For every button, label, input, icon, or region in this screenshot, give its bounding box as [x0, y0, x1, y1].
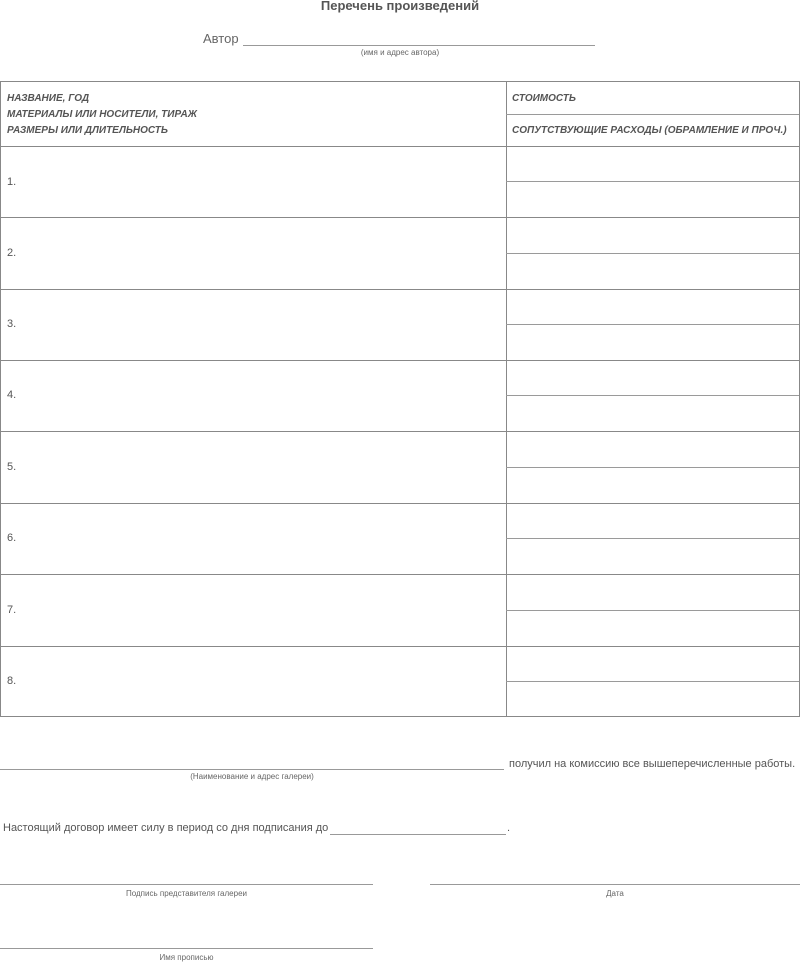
row-divider — [1, 146, 799, 147]
row-number: 7. — [7, 604, 17, 616]
row-divider — [1, 574, 799, 575]
header-title-year: НАЗВАНИЕ, ГОД — [7, 93, 90, 104]
row-number: 6. — [7, 532, 17, 544]
column-divider — [506, 82, 507, 716]
author-label: Автор — [203, 31, 239, 46]
gallery-hint: (Наименование и адрес галереи) — [190, 772, 314, 781]
header-materials: МАТЕРИАЛЫ ИЛИ НОСИТЕЛИ, ТИРАЖ — [7, 109, 197, 120]
cost-field-divider — [506, 253, 799, 254]
gallery-field[interactable] — [0, 758, 504, 770]
cost-field-divider — [506, 538, 799, 539]
row-number: 1. — [7, 176, 17, 188]
cost-field-divider — [506, 395, 799, 396]
cost-field-divider — [506, 681, 799, 682]
cost-field-divider — [506, 610, 799, 611]
contract-text: Настоящий договор имеет силу в период со дня подписания до — [3, 822, 329, 834]
signature-hint: Подпись представителя галереи — [125, 889, 247, 898]
row-number: 8. — [7, 675, 17, 687]
name-hint: Имя прописью — [159, 953, 214, 962]
row-divider — [1, 431, 799, 432]
page-title: Перечень произведений — [320, 0, 480, 13]
received-text: получил на комиссию все вышеперечисленные работы. — [509, 758, 796, 770]
row-number: 2. — [7, 247, 17, 259]
signature-field[interactable] — [0, 872, 373, 885]
header-dimensions: РАЗМЕРЫ ИЛИ ДЛИТЕЛЬНОСТЬ — [7, 125, 168, 136]
row-number: 5. — [7, 461, 17, 473]
works-table — [0, 81, 800, 717]
date-field[interactable] — [430, 872, 800, 885]
row-divider — [1, 360, 799, 361]
name-field[interactable] — [0, 936, 373, 949]
cost-field-divider — [506, 467, 799, 468]
header-cost: СТОИМОСТЬ — [512, 93, 576, 104]
row-divider — [1, 217, 799, 218]
row-divider — [1, 289, 799, 290]
cost-field-divider — [506, 324, 799, 325]
author-row — [203, 31, 595, 46]
header-divider — [506, 114, 799, 115]
row-divider — [1, 646, 799, 647]
author-field[interactable] — [243, 32, 595, 46]
contract-end-date-field[interactable] — [330, 822, 506, 835]
author-hint: (имя и адрес автора) — [360, 48, 440, 57]
cost-field-divider — [506, 181, 799, 182]
row-number: 3. — [7, 318, 17, 330]
row-divider — [1, 503, 799, 504]
date-hint: Дата — [606, 889, 624, 898]
header-expenses: СОПУТСТВУЮЩИЕ РАСХОДЫ (ОБРАМЛЕНИЕ И ПРОЧ.) — [512, 125, 787, 136]
row-number: 4. — [7, 389, 17, 401]
contract-period-end: . — [507, 822, 511, 834]
